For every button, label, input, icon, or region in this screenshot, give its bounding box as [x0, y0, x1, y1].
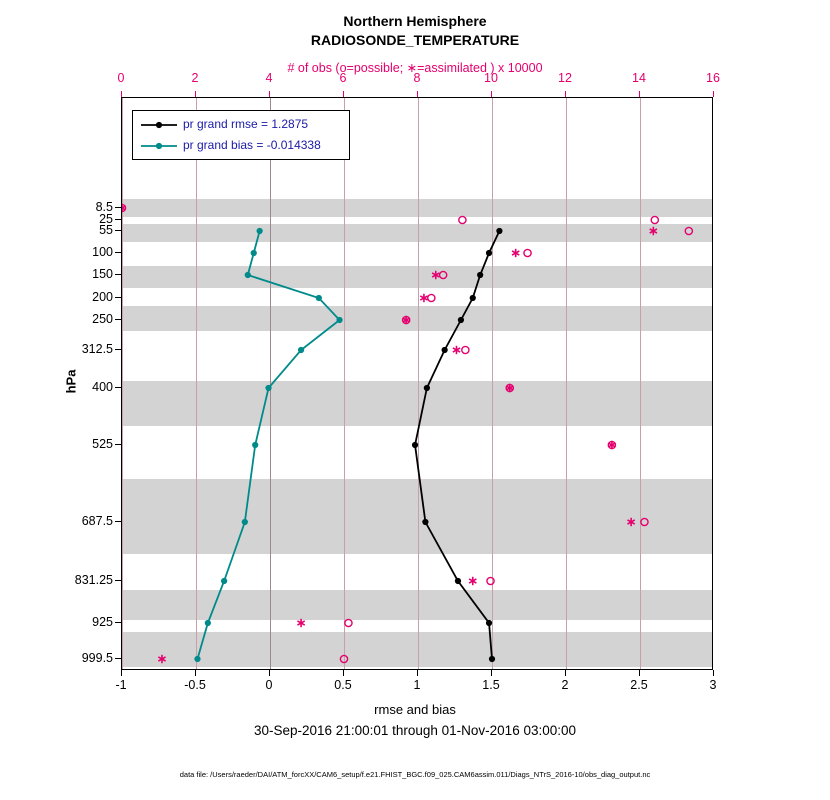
series-point: [455, 578, 461, 584]
series-point: [336, 317, 342, 323]
x-tick-label: 2.5: [630, 678, 648, 692]
time-range-caption: 30-Sep-2016 21:00:01 through 01-Nov-2016 03:00:00: [254, 723, 576, 738]
y-tick-label: 55: [99, 223, 113, 237]
series-point: [424, 385, 430, 391]
assimilated-obs-marker: [627, 518, 634, 526]
y-tick-label: 400: [92, 380, 113, 394]
y-tick-mark: [115, 444, 121, 445]
top-tick-label: 6: [339, 71, 347, 85]
x-tick-label: 0.5: [334, 678, 352, 692]
x-tick-mark: [713, 670, 714, 676]
top-tick-label: 8: [413, 71, 421, 85]
y-tick-label: 687.5: [81, 514, 113, 528]
y-tick-label: 925: [92, 615, 113, 629]
series-point: [221, 578, 227, 584]
series-point: [205, 620, 211, 626]
series-point: [458, 317, 464, 323]
title-region: Northern Hemisphere: [343, 13, 487, 29]
legend-entry-label: pr grand bias = -0.014338: [183, 138, 321, 152]
x-tick-label: -1: [115, 678, 127, 692]
series-point: [194, 656, 200, 662]
top-tick-label: 16: [706, 71, 720, 85]
series-point: [242, 519, 248, 525]
series-point: [470, 295, 476, 301]
y-tick-label: 200: [92, 290, 113, 304]
x-tick-mark: [269, 670, 270, 676]
assimilated-obs-marker: [432, 271, 439, 279]
assimilated-obs-marker: [453, 346, 460, 354]
assimilated-obs-marker: [512, 249, 519, 257]
assimilated-obs-marker: [420, 294, 427, 302]
x-tick-mark: [195, 670, 196, 676]
data-file-caption: data file: /Users/raeder/DAI/ATM_forcXX/CAM6_setup/f.e21.FHIST_BGC.f09_025.CAM6assim.011/Diags_NTrS_2016-10/obs_diag_output.nc: [179, 770, 651, 779]
x-tick-label: 1: [413, 678, 421, 692]
top-tick-mark: [713, 91, 714, 97]
top-tick-mark: [269, 91, 270, 97]
top-tick-mark: [491, 91, 492, 97]
top-axis-label: # of obs (o=possible; ∗=assimilated ) x 10000: [287, 61, 543, 75]
top-tick-mark: [195, 91, 196, 97]
y-tick-label: 831.25: [74, 573, 113, 587]
y-tick-mark: [115, 580, 121, 581]
possible-obs-marker: [459, 216, 466, 223]
plot-svg: [122, 98, 712, 669]
y-tick-label: 525: [92, 437, 113, 451]
series-line: [415, 231, 499, 659]
series-point: [496, 228, 502, 234]
series-point: [422, 519, 428, 525]
y-tick-mark: [115, 658, 121, 659]
legend-entry-label: pr grand rmse = 1.2875: [183, 117, 309, 131]
series-point: [489, 656, 495, 662]
chart-title: [0, 12, 830, 50]
x-tick-mark: [417, 670, 418, 676]
y-tick-mark: [115, 230, 121, 231]
y-tick-label: 150: [92, 267, 113, 281]
series-point: [257, 228, 263, 234]
y-axis-label: hPa: [63, 369, 79, 393]
possible-obs-marker: [428, 294, 435, 301]
y-tick-label: 100: [92, 245, 113, 259]
x-tick-mark: [565, 670, 566, 676]
y-tick-label: 8.5: [95, 200, 113, 214]
possible-obs-marker: [462, 346, 469, 353]
y-tick-mark: [115, 219, 121, 220]
possible-obs-marker: [651, 216, 658, 223]
y-tick-mark: [115, 521, 121, 522]
assimilated-obs-marker: [469, 577, 476, 585]
x-axis-label: rmse and bias: [374, 702, 456, 717]
y-tick-mark: [115, 297, 121, 298]
possible-obs-marker: [487, 577, 494, 584]
series-point: [442, 347, 448, 353]
series-point: [252, 442, 258, 448]
x-tick-mark: [639, 670, 640, 676]
x-tick-label: -0.5: [184, 678, 206, 692]
top-tick-mark: [121, 91, 122, 97]
y-tick-label: 25: [99, 212, 113, 226]
series-point: [265, 385, 271, 391]
x-tick-mark: [343, 670, 344, 676]
top-tick-label: 4: [265, 71, 273, 85]
y-tick-mark: [115, 319, 121, 320]
possible-obs-marker: [641, 518, 648, 525]
y-tick-mark: [115, 274, 121, 275]
x-tick-mark: [121, 670, 122, 676]
x-tick-label: 2: [561, 678, 569, 692]
plot-area: [121, 97, 713, 670]
top-tick-label: 14: [632, 71, 646, 85]
series-point: [245, 272, 251, 278]
legend: [132, 110, 350, 160]
y-tick-label: 999.5: [81, 651, 113, 665]
assimilated-obs-marker: [650, 227, 657, 235]
series-point: [486, 250, 492, 256]
x-tick-label: 3: [709, 678, 717, 692]
series-point: [316, 295, 322, 301]
y-tick-mark: [115, 252, 121, 253]
series-point: [477, 272, 483, 278]
top-tick-mark: [417, 91, 418, 97]
y-tick-mark: [115, 349, 121, 350]
top-tick-label: 2: [191, 71, 199, 85]
series-point: [486, 620, 492, 626]
possible-obs-marker: [345, 619, 352, 626]
top-tick-label: 0: [117, 71, 125, 85]
top-tick-mark: [343, 91, 344, 97]
series-point: [251, 250, 257, 256]
y-tick-mark: [115, 387, 121, 388]
assimilated-obs-marker: [297, 619, 304, 627]
top-tick-label: 10: [484, 71, 498, 85]
possible-obs-marker: [524, 249, 531, 256]
series-point: [412, 442, 418, 448]
assimilated-obs-marker: [158, 655, 165, 663]
y-tick-label: 312.5: [81, 342, 113, 356]
top-tick-mark: [639, 91, 640, 97]
top-tick-label: 12: [558, 71, 572, 85]
y-tick-label: 250: [92, 312, 113, 326]
x-tick-label: 0: [265, 678, 273, 692]
title-variable: RADIOSONDE_TEMPERATURE: [310, 32, 520, 48]
y-tick-mark: [115, 207, 121, 208]
possible-obs-marker: [440, 271, 447, 278]
y-tick-mark: [115, 622, 121, 623]
x-tick-label: 1.5: [482, 678, 500, 692]
x-tick-mark: [491, 670, 492, 676]
top-tick-mark: [565, 91, 566, 97]
possible-obs-marker: [340, 655, 347, 662]
series-point: [298, 347, 304, 353]
possible-obs-marker: [685, 227, 692, 234]
